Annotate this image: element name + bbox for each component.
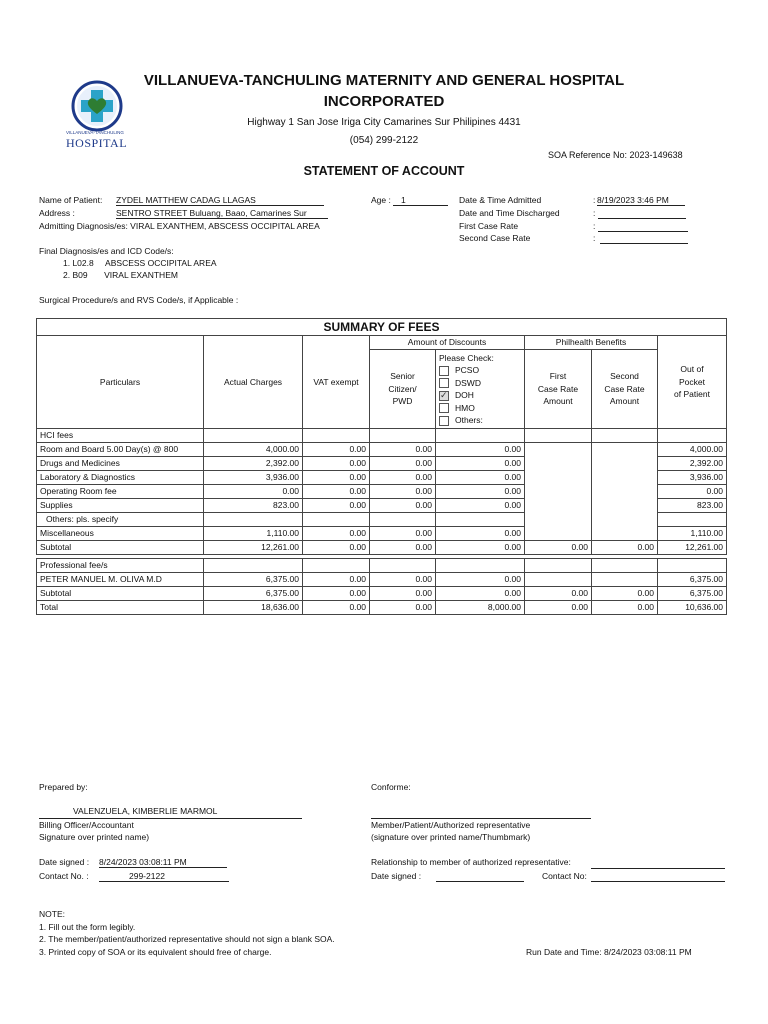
please-check-cell: Please Check: PCSO DSWD ✓DOH HMO Others: bbox=[436, 350, 525, 429]
table-row: Miscellaneous 1,110.00 0.00 0.00 0.00 1,110.00 bbox=[37, 527, 727, 541]
check-dswd[interactable]: DSWD bbox=[436, 377, 524, 390]
row-label: Operating Room fee bbox=[37, 485, 204, 499]
admitting-diagnosis: Admitting Diagnosis/es: VIRAL EXANTHEM, ABSCESS OCCIPITAL AREA bbox=[39, 221, 320, 231]
date-signed2-line bbox=[436, 881, 524, 882]
col-senior-citizen: Senior Citizen/ PWD bbox=[370, 350, 436, 429]
table-row: Subtotal 12,261.00 0.00 0.00 0.00 0.00 0.00 12,261.00 bbox=[37, 541, 727, 555]
admitted-colon: : bbox=[593, 195, 596, 205]
note-item: 1. Fill out the form legibly. bbox=[39, 922, 136, 932]
row-label: Room and Board 5.00 Day(s) @ 800 bbox=[37, 443, 204, 457]
contact-value: 299-2122 bbox=[99, 871, 229, 882]
summary-title: SUMMARY OF FEES bbox=[37, 319, 727, 336]
run-date: Run Date and Time: 8/24/2023 03:08:11 PM bbox=[526, 947, 692, 957]
check-hmo[interactable]: HMO bbox=[436, 402, 524, 415]
patient-address: SENTRO STREET Buluang, Baao, Camarines Sur bbox=[116, 208, 328, 219]
cell-senior: 0.00 bbox=[370, 443, 436, 457]
patient-age: 1 bbox=[393, 195, 448, 206]
member-signature-caption: (signature over printed name/Thumbmark) bbox=[371, 832, 531, 842]
date-signed2-label: Date signed : bbox=[371, 871, 422, 881]
cell-actual: 4,000.00 bbox=[204, 443, 303, 457]
note-item: 2. The member/patient/authorized representative should not sign a blank SOA. bbox=[39, 934, 335, 944]
col-vat-exempt: VAT exempt bbox=[303, 336, 370, 429]
document-title: STATEMENT OF ACCOUNT bbox=[303, 164, 465, 178]
date-signed-label: Date signed : bbox=[39, 857, 90, 867]
table-row: Laboratory & Diagnostics 3,936.00 0.00 0.00 0.00 3,936.00 bbox=[37, 471, 727, 485]
contact2-line bbox=[591, 881, 725, 882]
summary-of-fees-table bbox=[36, 318, 727, 615]
hci-fees-label: HCI fees bbox=[37, 429, 204, 443]
table-row: Drugs and Medicines 2,392.00 0.00 0.00 0.00 2,392.00 bbox=[37, 457, 727, 471]
checkbox-icon[interactable] bbox=[439, 378, 449, 388]
table-row: Subtotal 6,375.00 0.00 0.00 0.00 0.00 0.00 6,375.00 bbox=[37, 587, 727, 601]
checkbox-icon[interactable] bbox=[439, 403, 449, 413]
date-signed-value: 8/24/2023 03:08:11 PM bbox=[99, 857, 227, 868]
logo-text: HOSPITAL bbox=[66, 136, 128, 150]
table-row bbox=[37, 443, 727, 457]
conforme-label: Conforme: bbox=[371, 782, 411, 792]
discharged-colon: : bbox=[593, 208, 596, 218]
final-diagnosis-heading: Final Diagnosis/es and ICD Code/s: bbox=[39, 246, 174, 256]
second-case-line bbox=[600, 243, 688, 244]
row-label: Drugs and Medicines bbox=[37, 457, 204, 471]
check-pcso[interactable]: PCSO bbox=[436, 364, 524, 377]
cell-second-blank bbox=[592, 443, 658, 541]
soa-reference: SOA Reference No: 2023-149638 bbox=[548, 150, 683, 160]
diagnosis-item: 2. B09 VIRAL EXANTHEM bbox=[63, 270, 178, 280]
first-case-label: First Case Rate bbox=[459, 221, 519, 231]
table-row: Operating Room fee 0.00 0.00 0.00 0.00 0.00 bbox=[37, 485, 727, 499]
admitted-datetime: 8/19/2023 3:46 PM bbox=[597, 195, 685, 206]
cell-vat: 0.00 bbox=[303, 443, 370, 457]
relationship-line bbox=[591, 868, 725, 869]
logo-small-text: VILLANUEVA-TANCHULING bbox=[66, 130, 124, 135]
note-heading: NOTE: bbox=[39, 909, 65, 919]
col-first-case-rate: First Case Rate Amount bbox=[525, 350, 592, 429]
hospital-name-line2: INCORPORATED bbox=[323, 93, 445, 110]
cell-first-blank bbox=[525, 443, 592, 541]
contact2-label: Contact No: bbox=[542, 871, 587, 881]
address-label: Address : bbox=[39, 208, 75, 218]
table-row: PETER MANUEL M. OLIVA M.D 6,375.00 0.00 0.00 0.00 6,375.00 bbox=[37, 573, 727, 587]
first-case-line bbox=[598, 231, 688, 232]
table-row bbox=[37, 559, 727, 573]
relationship-label: Relationship to member of authorized representative: bbox=[371, 857, 571, 867]
subtotal-label: Subtotal bbox=[37, 587, 204, 601]
preparer-signature-line bbox=[39, 818, 302, 819]
col-particulars: Particulars bbox=[37, 336, 204, 429]
first-case-colon: : bbox=[593, 221, 596, 231]
subtotal-label: Subtotal bbox=[37, 541, 204, 555]
admitted-label: Date & Time Admitted bbox=[459, 195, 542, 205]
cell-other: 0.00 bbox=[436, 443, 525, 457]
table-row bbox=[37, 429, 727, 443]
row-label: Miscellaneous bbox=[37, 527, 204, 541]
second-case-label: Second Case Rate bbox=[459, 233, 531, 243]
table-row: Total 18,636.00 0.00 0.00 8,000.00 0.00 0.00 10,636.00 bbox=[37, 601, 727, 615]
hospital-name: VILLANUEVA-TANCHULING MATERNITY AND GENERAL HOSPITAL bbox=[143, 72, 625, 89]
diagnosis-item: 1. L02.8 ABSCESS OCCIPITAL AREA bbox=[63, 258, 217, 268]
doctor-name: PETER MANUEL M. OLIVA M.D bbox=[37, 573, 204, 587]
philhealth-header: Philhealth Benefits bbox=[525, 336, 658, 350]
discounts-header: Amount of Discounts bbox=[370, 336, 525, 350]
contact-label: Contact No. : bbox=[39, 871, 89, 881]
second-case-colon: : bbox=[593, 233, 596, 243]
checkbox-checked-icon[interactable] bbox=[439, 391, 449, 401]
preparer-role: Billing Officer/Accountant bbox=[39, 820, 134, 830]
col-second-case-rate: Second Case Rate Amount bbox=[592, 350, 658, 429]
surgical-procedure-label: Surgical Procedure/s and RVS Code/s, if Applicable : bbox=[39, 295, 239, 305]
total-label: Total bbox=[37, 601, 204, 615]
hospital-address: Highway 1 San Jose Iriga City Camarines Sur Philipines 4431 bbox=[247, 117, 521, 128]
member-role: Member/Patient/Authorized representative bbox=[371, 820, 531, 830]
row-label: Laboratory & Diagnostics bbox=[37, 471, 204, 485]
col-out-of-pocket: Out of Pocket of Patient bbox=[658, 336, 727, 429]
checkbox-icon[interactable] bbox=[439, 416, 449, 426]
col-actual-charges: Actual Charges bbox=[204, 336, 303, 429]
check-doh[interactable]: ✓DOH bbox=[436, 389, 524, 402]
prepared-by-label: Prepared by: bbox=[39, 782, 88, 792]
professional-fees-label: Professional fee/s bbox=[37, 559, 204, 573]
preparer-signature-caption: Signature over printed name) bbox=[39, 832, 150, 842]
check-others[interactable]: Others: bbox=[436, 414, 524, 427]
patient-name-label: Name of Patient: bbox=[39, 195, 103, 205]
discharged-label: Date and Time Discharged bbox=[459, 208, 560, 218]
member-signature-line bbox=[371, 818, 591, 819]
age-label: Age : bbox=[371, 195, 391, 205]
hospital-phone: (054) 299-2122 bbox=[349, 135, 419, 146]
table-row: Supplies 823.00 0.00 0.00 0.00 823.00 bbox=[37, 499, 727, 513]
preparer-name: VALENZUELA, KIMBERLIE MARMOL bbox=[73, 806, 218, 816]
cell-oop: 4,000.00 bbox=[658, 443, 727, 457]
patient-name: ZYDEL MATTHEW CADAG LLAGAS bbox=[116, 195, 324, 206]
others-specify-label: Others: pls. specify bbox=[37, 513, 204, 527]
note-item: 3. Printed copy of SOA or its equivalent should free of charge. bbox=[39, 947, 272, 957]
row-label: Supplies bbox=[37, 499, 204, 513]
checkbox-icon[interactable] bbox=[439, 366, 449, 376]
discharged-line bbox=[598, 218, 686, 219]
